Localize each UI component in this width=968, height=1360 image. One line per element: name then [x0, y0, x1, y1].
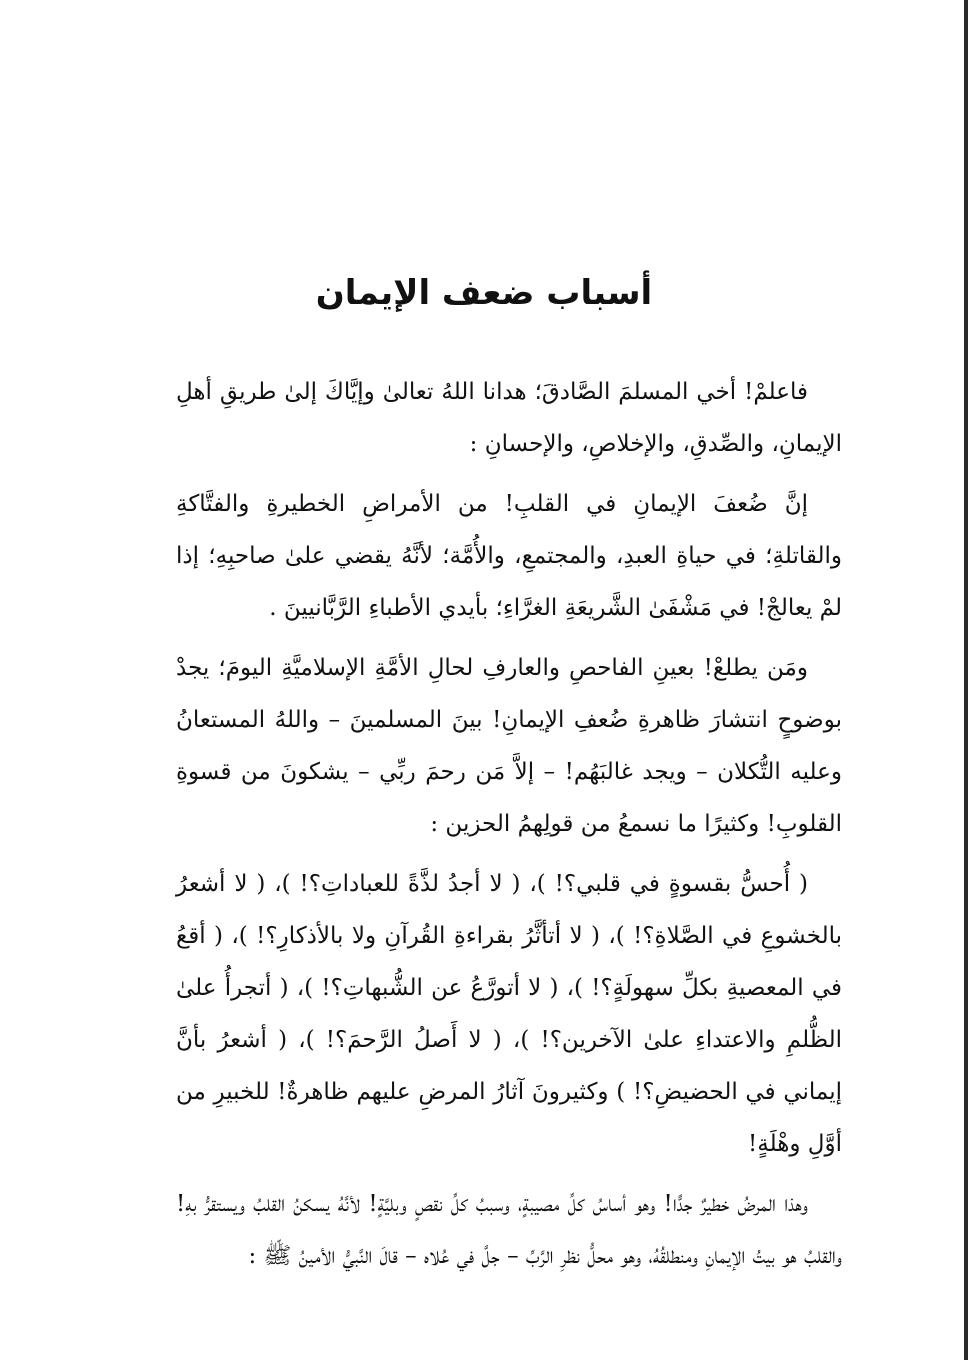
body-text: [176, 366, 842, 1290]
paragraph-complaints: ( أُحسُّ بقسوةٍ في قلبي؟! )، ( لا أجدُ لذَّةً للعباداتِ؟! )، ( لا أشعرُ بالخشوعِ في الصَّلاةِ؟! )، ( لا أتأثَّرُ بقراءةِ القُرآنِ ولا بالأذكارِ؟! )، ( أقعُ في المعصيةِ بكلِّ سهولَةٍ؟! )، ( لا أتورَّعُ عن الشُّبهاتِ؟! )، ( أتجرأُ علىٰ الظُّلمِ والاعتداءِ علىٰ الآخرين؟! )، ( لا أَصلُ الرَّحمَ؟! )، ( أشعرُ بأنَّ إيماني في الحضيضِ؟! ) وكثيرونَ آثارُ المرضِ عليهم ظاهرةٌ! للخبيرِ من أوَّلِ وهْلَةٍ!: [176, 871, 842, 1157]
paragraph-observation: ومَن يطلعْ! بعينِ الفاحصِ والعارفِ لحالِ الأمَّةِ الإسلاميَّةِ اليومَ؛ يجدْ بوضوحٍ انتشارَ ظاهرةِ ضُعفِ الإيمانِ! بينَ المسلمينَ – واللهُ المستعانُ وعليه التُّكلان – ويجد غالبَهُم! – إلاَّ مَن رحمَ ربِّي – يشكونَ من قسوةِ القلوبِ! وكثيرًا ما نسمعُ من قولِهمُ الحزين :: [176, 655, 842, 837]
paragraph-intro: فاعلمْ! أخي المسلمَ الصَّادقَ؛ هدانا اللهُ تعالىٰ وإيَّاكَ إلىٰ طريقِ أهلِ الإيمانِ، والصِّدقِ، والإخلاصِ، والإحسانِ :: [176, 379, 842, 457]
page-title: أسباب ضعف الإيمان: [315, 272, 653, 313]
page-edge: [964, 0, 968, 1360]
paragraph-disease: إنَّ ضُعفَ الإيمانِ في القلبِ! من الأمراضِ الخطيرةِ والفتَّاكةِ والقاتلةِ؛ في حياةِ العبدِ، والمجتمعِ، والأُمَّة؛ لأنَّهُ يقضي علىٰ صاحبِهِ؛ إذا لمْ يعالجْ! في مَشْفَىٰ الشَّريعَةِ الغرَّاءِ؛ بأيدي الأطباءِ الرَّبَّانيينَ .: [176, 491, 842, 621]
paragraph-danger: وهذا المرضُ خطيرٌ جدًّا! وهو أساسُ كلِّ مصيبةٍ، وسببُ كلِّ نقصٍ وبليَّةٍ! لأنَّهُ يسكنُ القلبُ ويستقرُّ بهِ! والقلبُ هو بيتُ الإيمانِ ومنطلقُهُ، وهو محلُّ نظرِ الرَّبِّ – جلَّ في عُلاه – قالَ النَّبيُّ الأمينُ ﷺ :: [176, 1191, 842, 1269]
